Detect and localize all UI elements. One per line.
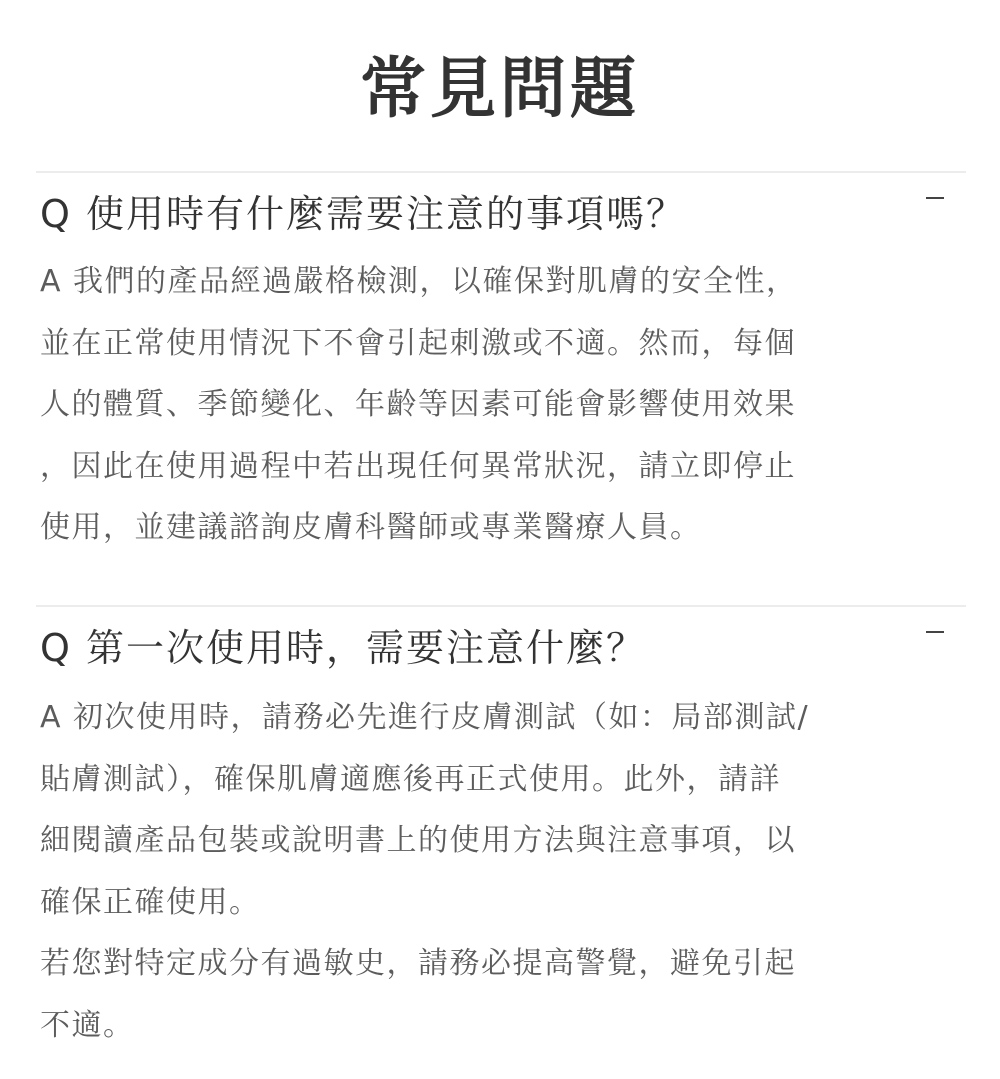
faq-answer-line: 人的體質、季節變化、年齡等因素可能會影響使用效果 — [40, 387, 796, 422]
faq-item — [36, 171, 966, 559]
faq-question-text: Q 第一次使用時，需要注意什麼？ — [40, 626, 646, 670]
faq-question-toggle[interactable] — [36, 173, 966, 257]
faq-answer-line: A 初次使用時，請務必先進行皮膚測試（如：局部測試/ — [40, 700, 810, 735]
collapse-icon[interactable] — [926, 631, 944, 633]
faq-answer-line: ，因此在使用過程中若出現任何異常狀況，請立即停止 — [40, 448, 796, 484]
faq-answer-line: 確保正確使用。 — [40, 884, 261, 920]
faq-answer-line: 並在正常使用情況下不會引起刺激或不適。然而，每個 — [40, 325, 796, 361]
faq-question-text: Q 使用時有什麼需要注意的事項嗎？ — [40, 192, 686, 236]
page-title: 常見問題 — [360, 50, 640, 127]
faq-answer-line: 若您對特定成分有過敏史，請務必提高警覺，避免引起 — [40, 946, 796, 981]
faq-answer-line: 使用，並建議諮詢皮膚科醫師或專業醫療人員。 — [40, 510, 702, 545]
faq-answer — [36, 251, 966, 559]
faq-item — [36, 605, 966, 1056]
faq-answer-line: 細閱讀產品包裝或說明書上的使用方法與注意事項，以 — [40, 823, 796, 858]
faq-answer — [36, 687, 966, 1056]
faq-answer-line: 不適。 — [40, 1007, 135, 1043]
faq-question-toggle[interactable] — [36, 607, 966, 691]
collapse-icon[interactable] — [926, 197, 944, 199]
faq-answer-line: A 我們的產品經過嚴格檢測，以確保對肌膚的安全性， — [40, 264, 798, 299]
faq-answer-line: 貼膚測試），確保肌膚適應後再正式使用。此外，請詳 — [40, 761, 781, 797]
